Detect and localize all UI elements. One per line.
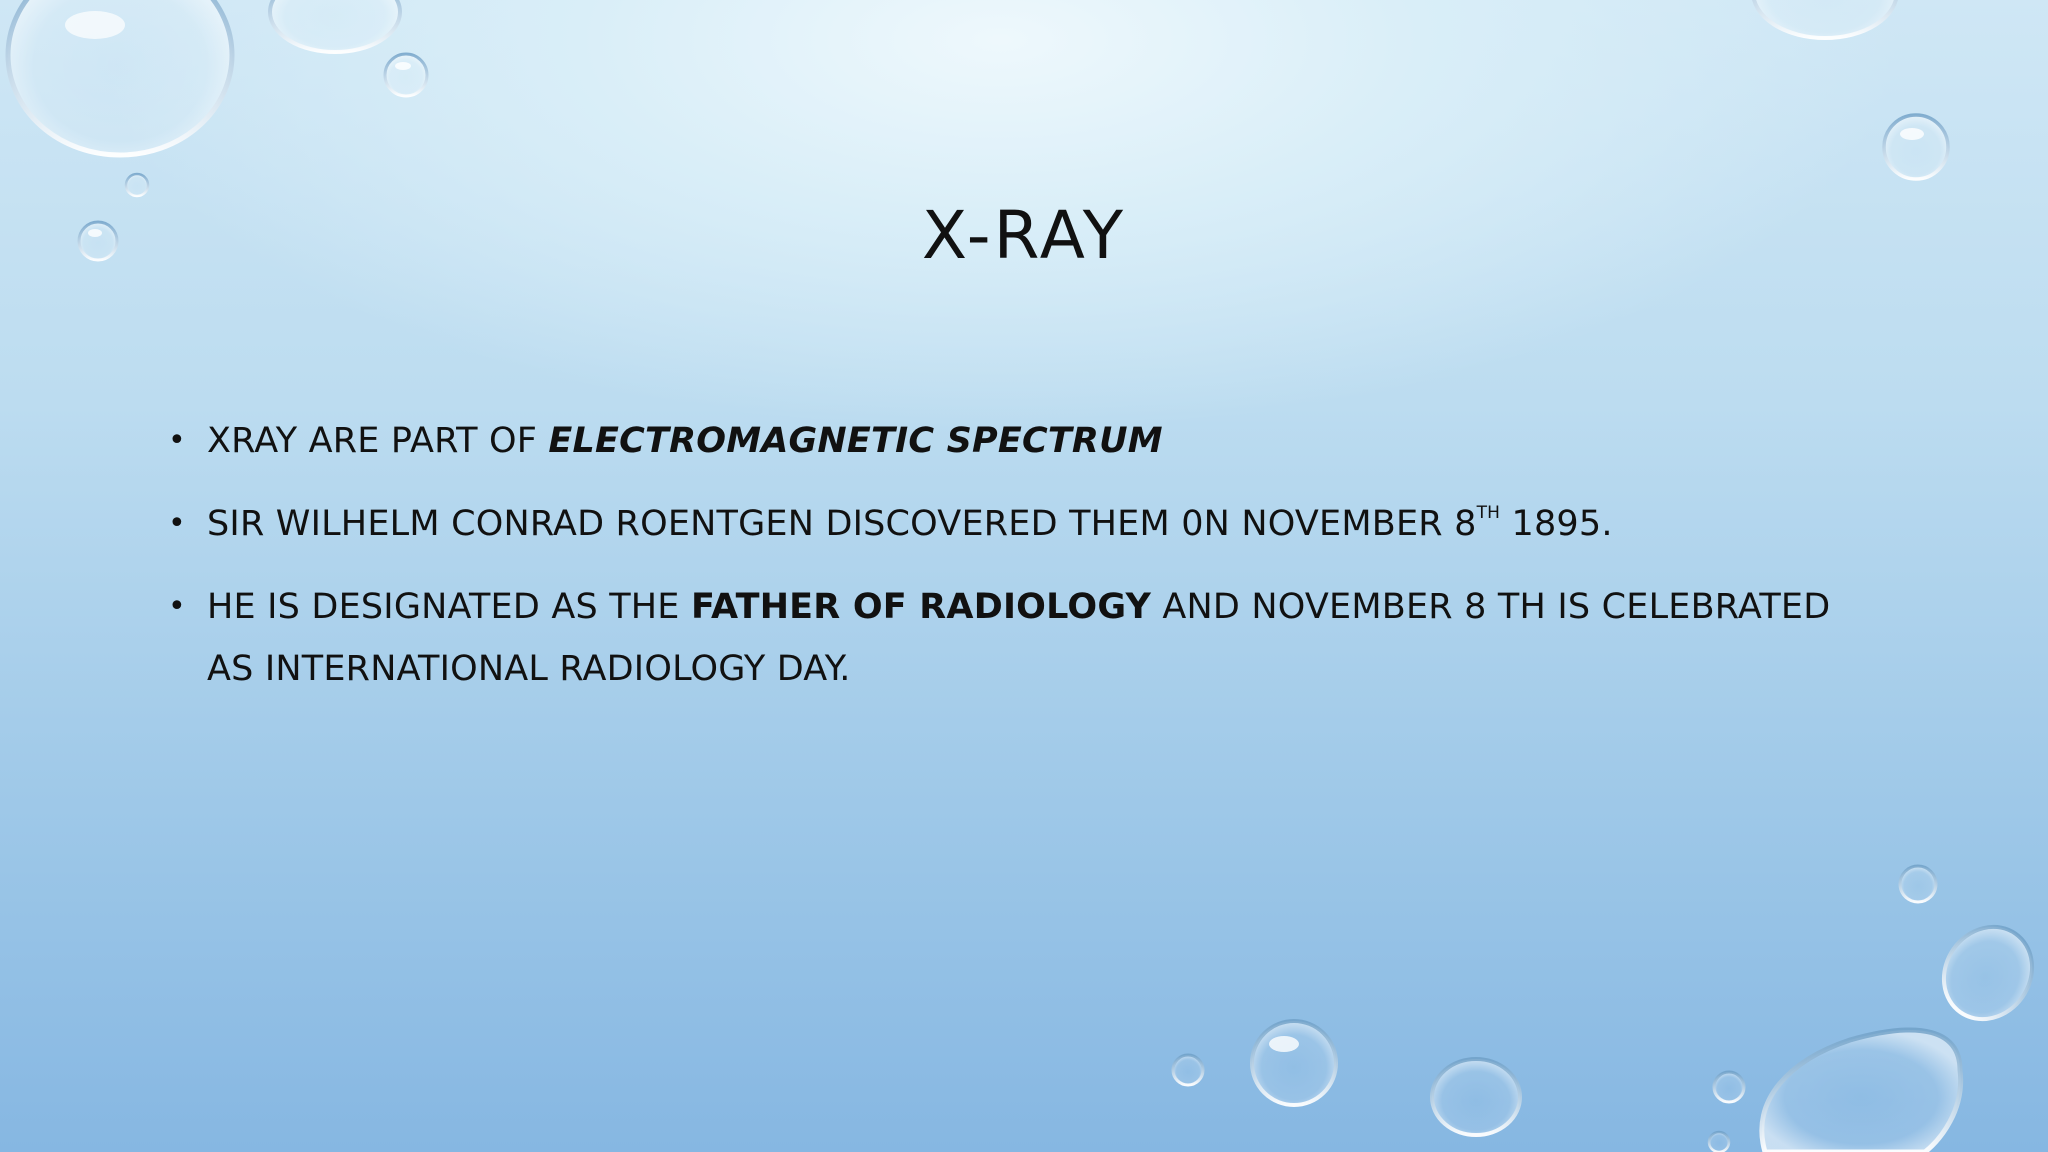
droplet-bottom-right-tiny <box>1900 866 1936 902</box>
bullet-superscript: TH <box>1476 503 1501 524</box>
droplet-bottom-center-small <box>1173 1055 1203 1085</box>
droplet-bottom-center-2 <box>1432 1059 1520 1135</box>
droplet-bottom-small-2 <box>1709 1132 1729 1152</box>
bullet-text: SIR WILHELM CONRAD ROENTGEN DISCOVERED THEM 0N NOVEMBER 8 <box>207 504 1477 544</box>
slide-title: X-RAY <box>921 197 1127 274</box>
bullet-emphasis: ELECTROMAGNETIC SPECTRUM <box>548 421 1163 461</box>
bullet-dot-icon: • <box>168 423 186 458</box>
droplet-top-right-medium <box>1884 115 1948 179</box>
droplet-bottom-center-1 <box>1252 1021 1336 1105</box>
droplet-top-right-large <box>1753 0 1897 38</box>
bullet-text: HE IS DESIGNATED AS THE <box>207 587 691 627</box>
bullet-item <box>168 576 1888 700</box>
droplet-bottom-right-medium <box>1926 910 2048 1037</box>
droplet-top-left-tiny <box>126 174 148 196</box>
droplet-bottom-large <box>1762 1030 1961 1152</box>
droplet-top-left-large <box>8 0 232 155</box>
bullet-item <box>168 493 1888 555</box>
bullet-text-after: AND NOVEMBER 8 TH IS CELEBRATED AS INTERNATIONAL RADIOLOGY DAY. <box>207 587 1831 689</box>
bullet-dot-icon: • <box>168 589 186 624</box>
droplet-top-left-small <box>385 54 427 96</box>
bullet-text-after: 1895. <box>1500 504 1613 544</box>
bullet-item <box>168 410 1888 472</box>
bullet-dot-icon: • <box>168 506 186 541</box>
bullet-list <box>168 410 1888 721</box>
bullet-emphasis: FATHER OF RADIOLOGY <box>690 587 1152 627</box>
droplet-bottom-small-1 <box>1714 1072 1744 1102</box>
droplet-top-left-medium <box>270 0 400 52</box>
bullet-text: XRAY ARE PART OF <box>207 421 549 461</box>
